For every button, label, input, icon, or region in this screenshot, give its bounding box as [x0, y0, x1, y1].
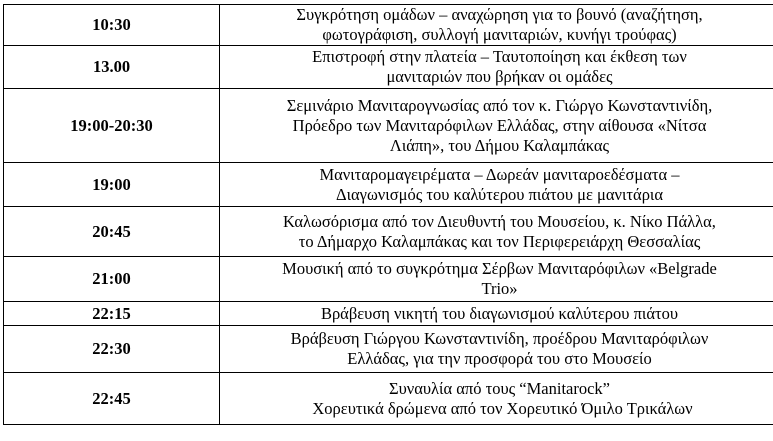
description-line: Συγκρότηση ομάδων – αναχώρηση για το βουνό (αναζήτηση,	[296, 5, 703, 24]
description-line: Ελλάδας, για την προσφορά του στο Μουσείο	[347, 349, 652, 368]
description-line: Βράβευση νικητή του διαγωνισμού καλύτερου πιάτου	[320, 303, 679, 323]
time-cell: 13.00	[4, 46, 220, 89]
table-row	[4, 163, 773, 207]
description-line: Διαγωνισμός του καλύτερου πιάτου με μανιτάρια	[335, 184, 664, 204]
time-cell: 22:30	[4, 326, 220, 373]
description-cell	[220, 163, 773, 207]
time-cell: 20:45	[4, 207, 220, 257]
description-line: Βράβευση Γιώργου Κωνσταντινίδη, προέδρου Μανιταρόφιλων	[290, 329, 709, 348]
description-line: φωτογράφιση, συλλογή μανιταριών, κυνήγι τρούφας)	[322, 25, 677, 44]
table-row	[4, 326, 773, 373]
time-cell: 21:00	[4, 257, 220, 302]
table-row	[4, 373, 773, 425]
description-line: το Δήμαρχο Καλαμπάκας και τον Περιφερειάρχη Θεσσαλίας	[298, 231, 701, 251]
description-cell	[220, 373, 773, 425]
description-line: Καλωσόρισμα από τον Διευθυντή του Μουσείου, κ. Νίκο Πάλλα,	[283, 211, 716, 231]
description-line: Λιάπη», του Δήμου Καλαμπάκας	[389, 135, 610, 155]
description-cell	[220, 257, 773, 302]
time-cell: 19:00-20:30	[4, 89, 220, 163]
table-row	[4, 257, 773, 302]
table-row	[4, 5, 773, 46]
table-row	[4, 46, 773, 89]
table-row	[4, 302, 773, 326]
time-cell: 22:45	[4, 373, 220, 425]
description-line: Συναυλία από τους “Manitarock”	[388, 378, 611, 398]
description-line: Μουσική από το συγκρότημα Σέρβων Μανιταρόφιλων «Belgrade	[282, 259, 717, 278]
time-cell: 10:30	[4, 5, 220, 46]
description-line: Πρόεδρο των Μανιταρόφιλων Ελλάδας, στην αίθουσα «Νίτσα	[292, 115, 707, 135]
description-line: Μανιταρομαγειρέματα – Δωρεάν μανιταροεδέσματα –	[319, 164, 680, 184]
description-line: Trio»	[481, 279, 518, 298]
description-line: Επιστροφή στην πλατεία – Ταυτοποίηση και έκθεση των	[312, 47, 687, 66]
schedule-table	[3, 4, 773, 425]
description-line: Σεμινάριο Μανιταρογνωσίας από τον κ. Γιώργο Κωνσταντινίδη,	[286, 95, 713, 115]
description-cell	[220, 89, 773, 163]
description-line: μανιταριών που βρήκαν οι ομάδες	[386, 67, 613, 86]
table-row	[4, 89, 773, 163]
description-cell	[220, 5, 773, 46]
description-line: Χορευτικά δρώμενα από τον Χορευτικό Όμιλο Τρικάλων	[312, 398, 693, 418]
time-cell: 19:00	[4, 163, 220, 207]
description-cell	[220, 302, 773, 326]
description-cell	[220, 207, 773, 257]
time-cell: 22:15	[4, 302, 220, 326]
description-cell	[220, 326, 773, 373]
description-cell	[220, 46, 773, 89]
table-row	[4, 207, 773, 257]
